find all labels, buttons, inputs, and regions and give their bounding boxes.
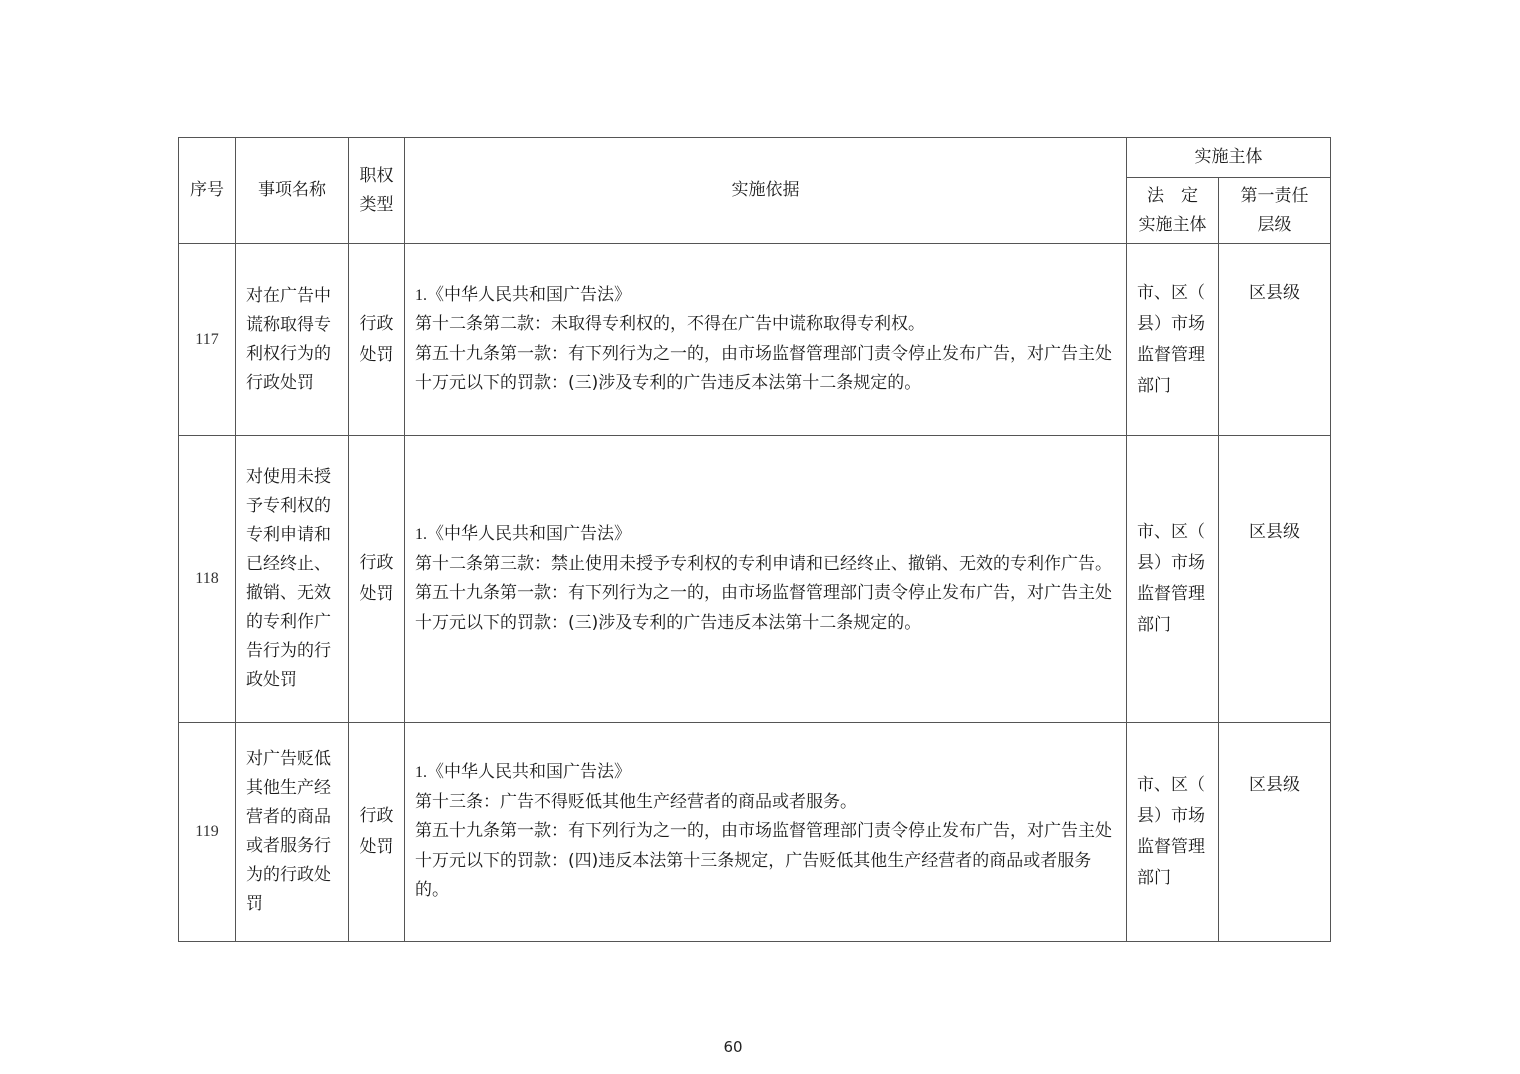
page-number: 60 xyxy=(723,1038,743,1056)
level-text: 区县级 xyxy=(1249,775,1300,795)
row-first-level xyxy=(1219,244,1331,436)
row-legal-subject xyxy=(1127,244,1219,436)
row-index: 117 xyxy=(179,244,236,436)
level-spacer xyxy=(1219,863,1330,894)
row-type-line: 处罚 xyxy=(359,837,394,857)
basis-paragraph: 第五十九条第一款：有下列行为之一的，由市场监督管理部门责令停止发布广告，对广告主处十万元以下的罚款：(四)违反本法第十三条规定，广告贬低其他生产经营者的商品或者服务的。 xyxy=(415,821,1112,901)
header-legal-subject xyxy=(1127,178,1219,244)
row-name-line: 告行为的行 xyxy=(246,641,331,661)
table-row xyxy=(179,244,1331,436)
level-spacer xyxy=(1219,340,1330,371)
subject-line: 县）市场 xyxy=(1137,806,1205,826)
basis-law-name: 《中华人民共和国广告法》 xyxy=(427,524,631,544)
basis-law-number: 1. xyxy=(415,286,427,304)
subject-line: 市、区（ xyxy=(1137,775,1205,795)
subject-line: 部门 xyxy=(1137,375,1171,396)
row-legal-subject xyxy=(1127,723,1219,942)
level-spacer xyxy=(1219,371,1330,402)
row-name xyxy=(236,244,349,436)
row-name-line: 政处罚 xyxy=(246,670,297,690)
subject-line: 部门 xyxy=(1137,868,1171,888)
row-type-line: 行政 xyxy=(359,313,394,334)
row-index: 119 xyxy=(179,723,236,942)
subject-line: 监督管理 xyxy=(1137,584,1205,604)
level-spacer xyxy=(1219,309,1330,340)
basis-law-number: 1. xyxy=(415,764,427,782)
header-index: 序号 xyxy=(179,138,236,244)
row-name-line: 谎称取得专 xyxy=(246,314,331,335)
row-type xyxy=(349,723,405,942)
row-type-line: 行政 xyxy=(359,553,394,573)
header-first-level xyxy=(1219,178,1331,244)
row-basis xyxy=(405,723,1127,942)
header-legal-subject-line1: 法 定 xyxy=(1147,185,1198,206)
row-first-level xyxy=(1219,723,1331,942)
subject-line: 市、区（ xyxy=(1137,282,1205,303)
row-name-line: 专利申请和 xyxy=(246,525,331,545)
header-type-line2: 类型 xyxy=(359,194,394,215)
level-spacer xyxy=(1219,801,1330,832)
subject-line: 监督管理 xyxy=(1137,344,1205,365)
basis-paragraph: 第五十九条第一款：有下列行为之一的，由市场监督管理部门责令停止发布广告，对广告主处十万元以下的罚款：(三)涉及专利的广告违反本法第十二条规定的。 xyxy=(415,343,1112,393)
basis-law-name: 《中华人民共和国广告法》 xyxy=(427,762,631,783)
basis-law-title xyxy=(415,758,1116,788)
row-type-line: 行政 xyxy=(359,806,394,826)
enforcement-table xyxy=(178,137,1331,942)
row-name-line: 罚 xyxy=(246,894,263,914)
header-name: 事项名称 xyxy=(236,138,349,244)
row-type xyxy=(349,244,405,436)
row-basis xyxy=(405,244,1127,436)
level-text: 区县级 xyxy=(1249,282,1300,303)
row-name-line: 已经终止、 xyxy=(246,554,331,574)
row-name-line: 予专利权的 xyxy=(246,496,331,516)
level-spacer xyxy=(1219,579,1330,610)
header-row-top xyxy=(179,138,1331,178)
header-first-level-line2: 层级 xyxy=(1257,214,1292,235)
header-first-level-line1: 第一责任 xyxy=(1240,185,1309,206)
basis-paragraph: 第十二条第二款：未取得专利权的，不得在广告中谎称取得专利权。 xyxy=(415,314,925,334)
row-basis xyxy=(405,436,1127,723)
row-name-line: 其他生产经 xyxy=(246,778,331,798)
basis-law-number: 1. xyxy=(415,526,427,543)
level-spacer xyxy=(1219,548,1330,579)
subject-line: 县）市场 xyxy=(1137,553,1205,573)
subject-line: 市、区（ xyxy=(1137,522,1205,542)
row-name xyxy=(236,723,349,942)
basis-law-name: 《中华人民共和国广告法》 xyxy=(427,284,631,305)
row-index: 118 xyxy=(179,436,236,723)
row-name-line: 对使用未授 xyxy=(246,467,331,487)
row-name xyxy=(236,436,349,723)
subject-line: 监督管理 xyxy=(1137,837,1205,857)
header-basis: 实施依据 xyxy=(405,138,1127,244)
level-spacer xyxy=(1219,610,1330,641)
row-name-line: 的专利作广 xyxy=(246,612,331,632)
subject-line: 县）市场 xyxy=(1137,313,1205,334)
subject-line: 部门 xyxy=(1137,615,1171,635)
row-name-line: 或者服务行 xyxy=(246,836,331,856)
level-spacer xyxy=(1219,832,1330,863)
row-legal-subject xyxy=(1127,436,1219,723)
basis-law-title xyxy=(415,281,1116,311)
level-text: 区县级 xyxy=(1249,522,1300,542)
table-row xyxy=(179,723,1331,942)
row-name-line: 利权行为的 xyxy=(246,343,331,364)
row-type-line: 处罚 xyxy=(359,344,394,365)
row-name-line: 营者的商品 xyxy=(246,807,331,827)
row-name-line: 撤销、无效 xyxy=(246,583,331,603)
header-type-line1: 职权 xyxy=(359,165,394,186)
table-row xyxy=(179,436,1331,723)
row-name-line: 对在广告中 xyxy=(246,285,331,306)
row-type-line: 处罚 xyxy=(359,584,394,604)
header-subject-group: 实施主体 xyxy=(1127,138,1331,178)
basis-paragraph: 第十二条第三款：禁止使用未授予专利权的专利申请和已经终止、撤销、无效的专利作广告。 xyxy=(415,553,1112,574)
row-first-level xyxy=(1219,436,1331,723)
basis-paragraph: 第十三条：广告不得贬低其他生产经营者的商品或者服务。 xyxy=(415,791,857,812)
header-legal-subject-line2: 实施主体 xyxy=(1138,214,1207,235)
basis-law-title xyxy=(415,520,1116,550)
row-name-line: 行政处罚 xyxy=(246,372,314,393)
row-name-line: 为的行政处 xyxy=(246,865,331,885)
row-type xyxy=(349,436,405,723)
row-name-line: 对广告贬低 xyxy=(246,749,331,769)
basis-paragraph: 第五十九条第一款：有下列行为之一的，由市场监督管理部门责令停止发布广告，对广告主处十万元以下的罚款：(三)涉及专利的广告违反本法第十二条规定的。 xyxy=(415,583,1112,633)
header-type xyxy=(349,138,405,244)
